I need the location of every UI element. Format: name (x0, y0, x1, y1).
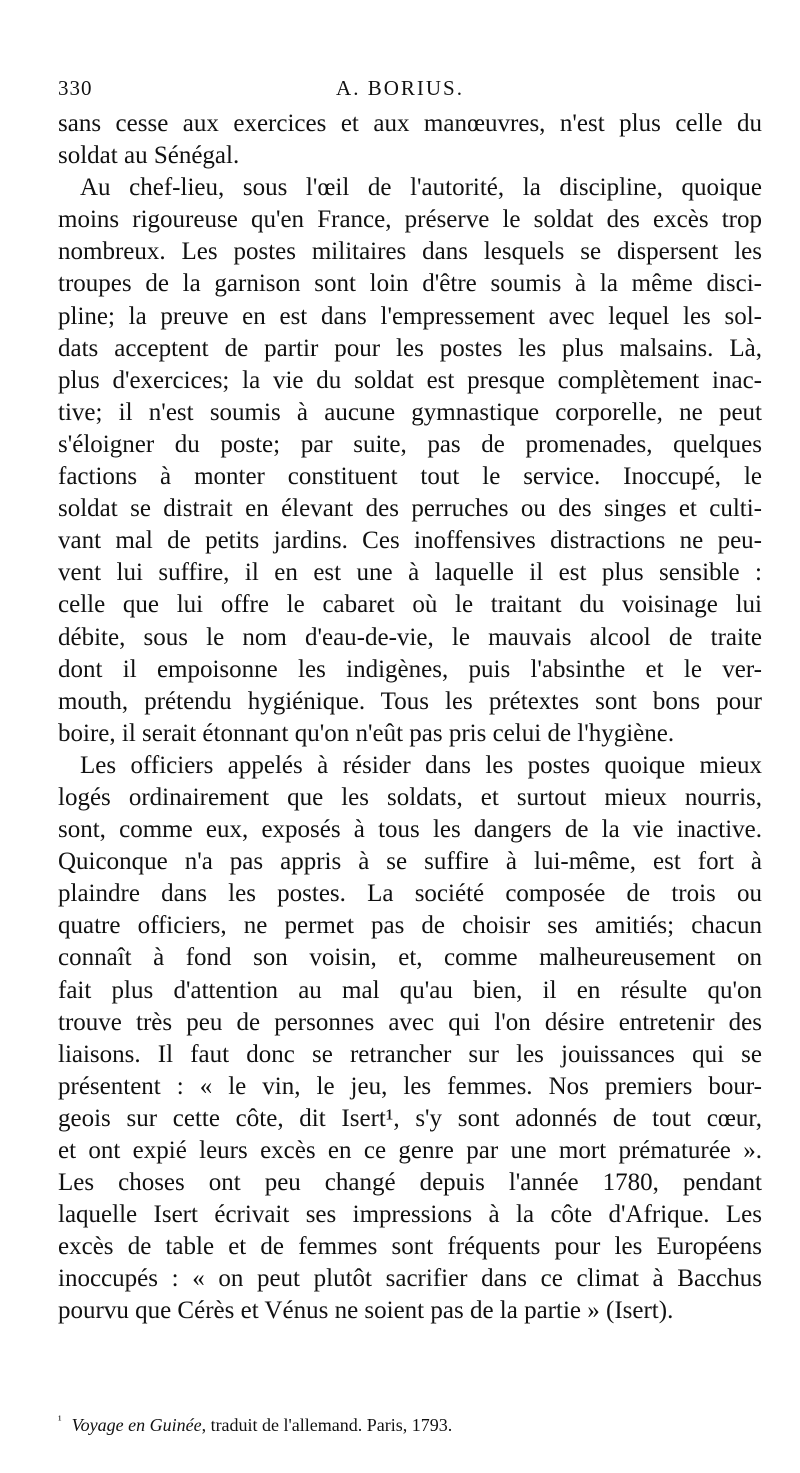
text-line: trouve très peu de personnes avec qui l'on désire entretenir des (58, 1008, 762, 1036)
text-line: Les officiers appelés à résider dans les postes quoique mieux (80, 751, 762, 779)
paragraph (58, 750, 762, 1328)
text-line: et ont expié leurs excès en ce genre par une mort prématurée ». (58, 1137, 762, 1164)
text-line: s'éloigner du poste; par suite, pas de promenades, quelques (58, 430, 762, 458)
text-line: excès de table et de femmes sont fréquents pour les Européens (58, 1233, 762, 1261)
text-line: Quiconque n'a pas appris à se suffire à lui-même, est fort à (58, 848, 762, 876)
text-line: quatre officiers, ne permet pas de choisir ses amitiés; chacun (58, 912, 762, 940)
text-line: plus d'exercices; la vie du soldat est presque complètement inac- (58, 366, 762, 394)
text-line: pourvu que Cérès et Vénus ne soient pas de la partie » (Isert). (58, 1297, 674, 1325)
text-line: nombreux. Les postes militaires dans lesquels se dispersent les (58, 238, 762, 266)
text-line: geois sur cette côte, dit Isert¹, s'y sont adonnés de tout cœur, (58, 1104, 762, 1132)
running-title: A. BORIUS. (336, 76, 464, 100)
paragraph (58, 172, 762, 750)
text-line: fait plus d'attention au mal qu'au bien, il en résulte qu'on (58, 976, 762, 1004)
body-text (58, 108, 762, 1328)
text-line: celle que lui offre le cabaret où le traitant du voisinage lui (58, 591, 762, 619)
running-head (0, 66, 800, 106)
paragraph (58, 108, 762, 172)
text-line: Au chef-lieu, sous l'œil de l'autorité, la discipline, quoique (80, 174, 762, 202)
text-line: mouth, prétendu hygiénique. Tous les prétextes sont bons pour (58, 687, 762, 715)
text-line: factions à monter constituent tout le service. Inoccupé, le (58, 463, 762, 491)
text-line: moins rigoureuse qu'en France, préserve le soldat des excès trop (58, 206, 762, 234)
text-line: débite, sous le nom d'eau-de-vie, le mauvais alcool de traite (58, 623, 762, 651)
page-number: 330 (58, 76, 93, 100)
text-line: connaît à fond son voisin, et, comme malheureusement on (58, 944, 762, 972)
text-line: sont, comme eux, exposés à tous les dangers de la vie inactive. (58, 816, 762, 844)
text-line: sans cesse aux exercices et aux manœuvres, n'est plus celle du (58, 110, 762, 137)
text-line: Les choses ont peu changé depuis l'année 1780, pendant (58, 1169, 762, 1197)
footnote-text: , traduit de l'allemand. Paris, 1793. (201, 1415, 453, 1435)
text-line: dont il empoisonne les indigènes, puis l'absinthe et le ver- (58, 655, 762, 683)
text-line: laquelle Isert écrivait ses impressions à la côte d'Afrique. Les (58, 1201, 762, 1229)
text-line: logés ordinairement que les soldats, et surtout mieux nourris, (58, 783, 762, 811)
text-line: soldat au Sénégal. (58, 142, 240, 170)
text-line: troupes de la garnison sont loin d'être soumis à la même disci- (58, 270, 762, 298)
text-line: inoccupés : « on peut plutôt sacrifier dans ce climat à Bacchus (58, 1265, 762, 1293)
text-line: boire, il serait étonnant qu'on n'eût pas pris celui de l'hygiène. (58, 719, 675, 747)
text-line: soldat se distrait en élevant des perruches ou des singes et culti- (58, 495, 762, 523)
footnote (58, 1413, 762, 1436)
text-line: vent lui suffire, il en est une à laquelle il est plus sensible : (58, 559, 762, 587)
text-line: pline; la preuve en est dans l'empressement avec lequel les sol- (58, 302, 762, 330)
text-line: présentent : « le vin, le jeu, les femmes. Nos premiers bour- (58, 1072, 762, 1100)
footnote-title: Voyage en Guinée (71, 1415, 202, 1435)
text-line: vant mal de petits jardins. Ces inoffensives distractions ne peu- (58, 527, 762, 555)
text-line: liaisons. Il faut donc se retrancher sur les jouissances qui se (58, 1040, 762, 1068)
text-line: plaindre dans les postes. La société composée de trois ou (58, 880, 762, 908)
footnote-marker: ¹ (58, 1413, 62, 1427)
text-line: tive; il n'est soumis à aucune gymnastique corporelle, ne peut (58, 398, 762, 426)
text-line: dats acceptent de partir pour les postes les plus malsains. Là, (58, 334, 762, 362)
